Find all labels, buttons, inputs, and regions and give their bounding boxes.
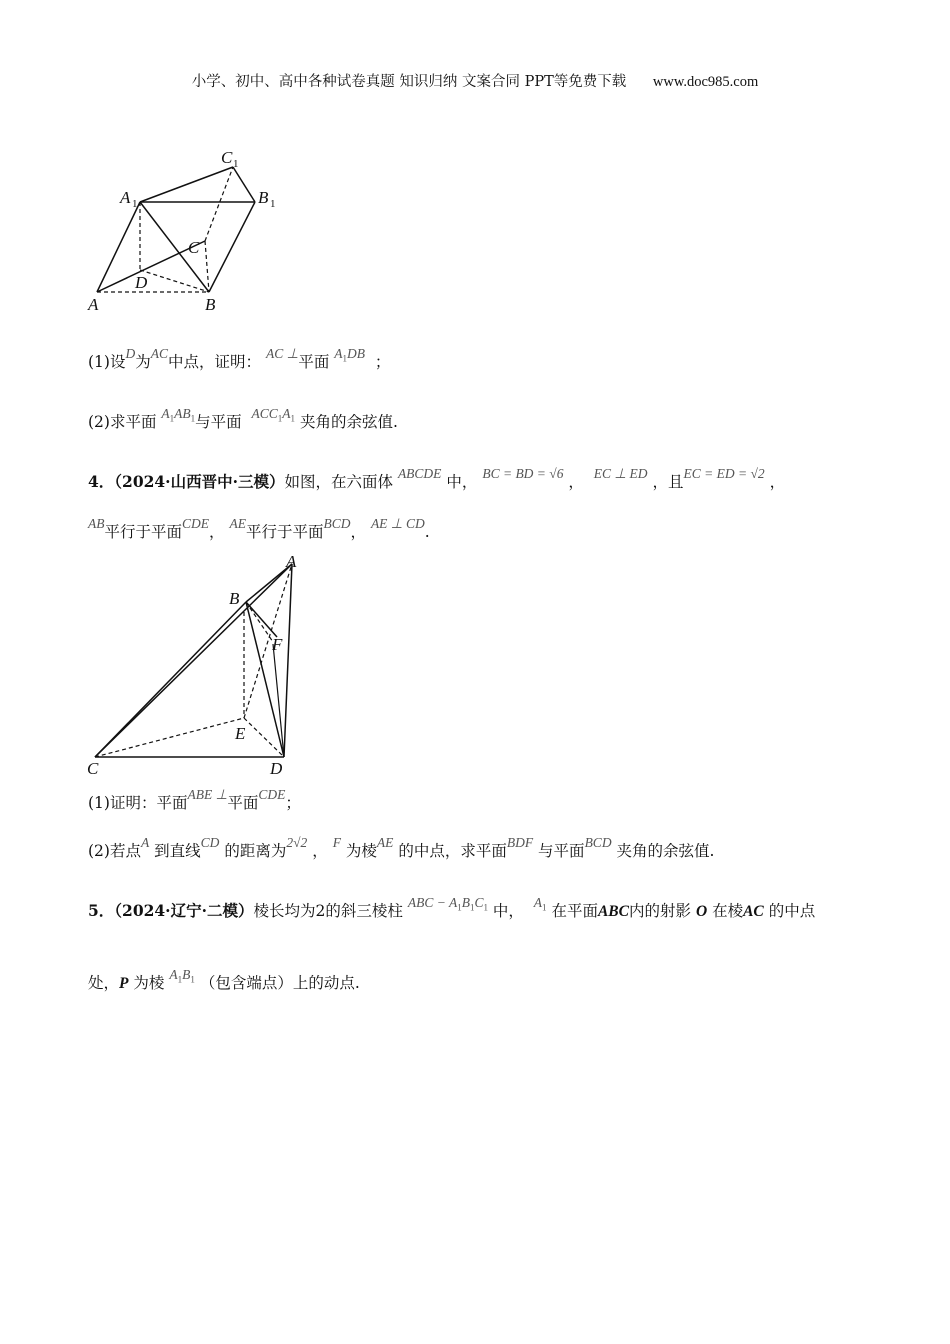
q5-line1: 5．（2024·辽宁·二模）棱长均为2的斜三棱柱 ABC − $A_1B_1C_1$ 中， $A_1$ 在平面ABC内的射影 O 在棱AC 的中点 (88, 895, 816, 920)
figure-prism (85, 145, 295, 315)
q5-line2: 处，P 为棱 $A_1B_1$ （包含端点）上的动点. (88, 967, 360, 992)
label-B: B (229, 589, 240, 608)
label-C: C (188, 238, 200, 257)
edge-C-C1 (205, 167, 233, 241)
edge-A-A1 (97, 202, 140, 292)
edge-D-B (140, 270, 209, 292)
label-B1-sub: 1 (270, 198, 276, 210)
edge-C1-B1 (233, 167, 255, 202)
edge-A1-C1 (140, 167, 233, 202)
label-A1-sub: 1 (132, 198, 138, 210)
label-B: B (205, 295, 216, 314)
q4-line1: 4．（2024·山西晋中·三模）如图，在六面体 ABCDE 中， BC = BD = √6 ， EC ⊥ ED ，且EC = ED = √2 ， (88, 466, 786, 491)
label-A: A (286, 552, 297, 571)
label-E: E (235, 724, 246, 743)
label-A: A (88, 295, 99, 314)
label-C1-sub: 1 (233, 158, 239, 170)
label-F: F (272, 635, 283, 654)
q4-line2: AB平行于平面CDE， AE平行于平面BCD， AE ⊥ CD. (88, 516, 430, 541)
q4-part2: (2)若点A 到直线CD 的距离为2√2 ， F 为棱AE 的中点，求平面BDF 与平面BCD 夹角的余弦值. (88, 835, 715, 860)
q3-part1: (1)设D为AC中点，证明： AC ⊥平面 $A_1DB$ ； (88, 346, 391, 371)
label-B1: B (258, 188, 269, 207)
label-A1: A (120, 188, 131, 207)
edge-E-D (244, 718, 284, 757)
edge-A-D (284, 564, 292, 757)
edge-B-D (246, 602, 284, 757)
label-D: D (270, 759, 283, 778)
page-header (0, 70, 950, 91)
header-site: www.doc985.com (652, 74, 759, 90)
edge-C-A (95, 564, 292, 757)
label-C: C (87, 759, 99, 778)
edge-B1-B (209, 202, 255, 292)
edge-C-B (205, 241, 209, 292)
edge-C-B (95, 602, 246, 757)
q3-part2: (2)求平面 $A_1AB_1$与平面 $ACC_1A_1$ 夹角的余弦值. (88, 406, 398, 431)
edge-C-E (95, 718, 244, 757)
header-title: 小学、初中、高中各种试卷真题 知识归纳 文案合同 PPT等免费下载 (191, 74, 627, 90)
label-C1: C (221, 148, 233, 167)
edge-F-D (273, 644, 284, 757)
figure-hexahedron (85, 552, 310, 780)
q4-part1: (1)证明：平面ABE ⊥平面CDE； (88, 787, 301, 812)
label-D: D (135, 273, 148, 292)
